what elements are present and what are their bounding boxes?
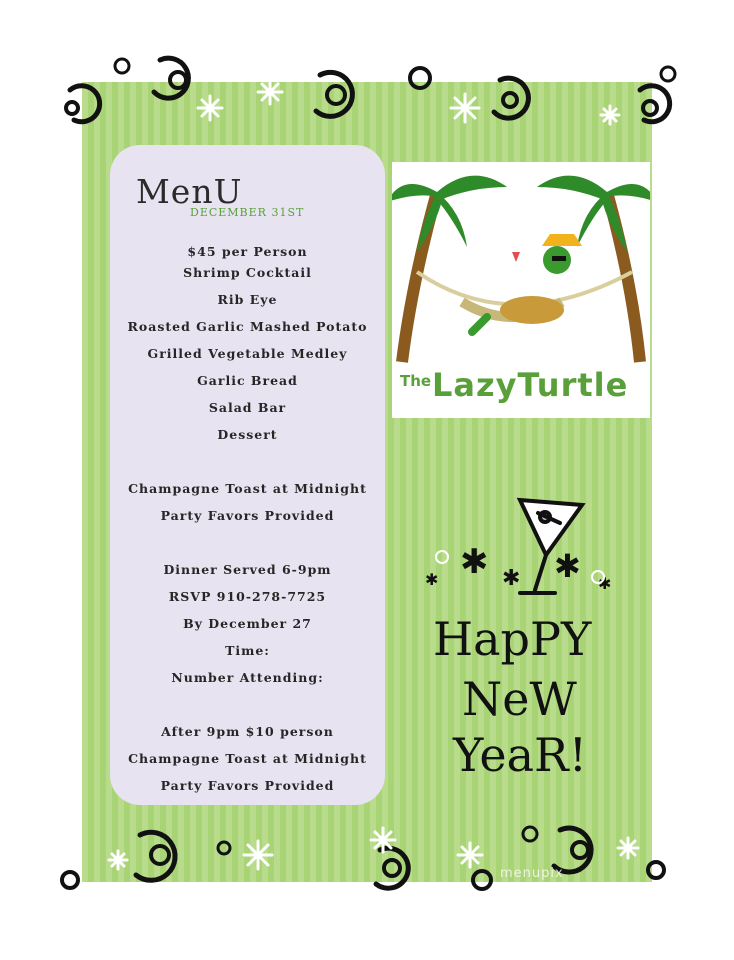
- palm-leaves-icon: [392, 176, 507, 252]
- menu-line: Dessert: [217, 427, 278, 442]
- menu-title: MenU: [136, 172, 243, 211]
- martini-sparkles: [420, 495, 620, 605]
- star-icon: [425, 542, 611, 593]
- logo-name: LazyTurtle: [432, 366, 629, 404]
- svg-text:✱: ✱: [598, 574, 612, 593]
- menu-date: DECEMBER 31ST: [190, 206, 305, 219]
- swirl-icon: [384, 860, 400, 876]
- greeting-line-3: YeaR!: [453, 728, 588, 782]
- swirl-icon: [218, 842, 230, 854]
- sun-hat-icon: [542, 234, 582, 246]
- greeting-line-1: HapPY: [433, 612, 592, 666]
- menu-line: Party Favors Provided: [160, 778, 335, 793]
- swirl-icon: [503, 93, 517, 107]
- menu-line: Party Favors Provided: [160, 508, 335, 523]
- menu-line: Shrimp Cocktail: [183, 265, 312, 280]
- swirl-icon: [523, 827, 537, 841]
- cocktail-glass-icon: [512, 252, 520, 262]
- swirl-icon: [170, 72, 186, 88]
- swirl-icon: [115, 59, 129, 73]
- sparkle-icon: [109, 851, 127, 869]
- swirl-icon: [643, 101, 657, 115]
- menu-line: After 9pm $10 person: [161, 724, 334, 739]
- greeting-line-2: NeW: [462, 672, 577, 726]
- sparkle-icon: [451, 94, 479, 122]
- menu-line: Grilled Vegetable Medley: [147, 346, 348, 361]
- swirl-icon: [327, 86, 345, 104]
- sparkle-icon: [244, 841, 272, 869]
- watermark: menupix: [500, 866, 564, 881]
- swirl-icon: [376, 848, 408, 888]
- svg-text:✱: ✱: [425, 570, 439, 589]
- swirl-icon: [66, 102, 78, 114]
- swirl-icon: [494, 78, 528, 118]
- sparkle-icon: [601, 106, 619, 124]
- sparkle-icon: [618, 838, 638, 858]
- menu-line: $45 per Person: [187, 244, 308, 259]
- sparkle-icon: [198, 96, 222, 120]
- swirl-icon: [151, 846, 169, 864]
- swirl-icon: [410, 68, 430, 88]
- menu-line: Champagne Toast at Midnight: [128, 481, 367, 496]
- swirl-icon: [661, 67, 675, 81]
- menu-line: Roasted Garlic Mashed Potato: [127, 319, 368, 334]
- swirl-icon: [62, 872, 78, 888]
- svg-text:✱: ✱: [460, 542, 489, 582]
- swirl-icon: [648, 862, 664, 878]
- turtle-shell-icon: [500, 296, 564, 324]
- menu-line: Champagne Toast at Midnight: [128, 751, 367, 766]
- swirl-icon: [572, 842, 588, 858]
- sparkle-icon: [458, 843, 482, 867]
- menu-line: Time:: [225, 643, 270, 658]
- logo-the: The: [400, 372, 432, 390]
- svg-text:✱: ✱: [502, 566, 521, 591]
- menu-line: By December 27: [183, 616, 312, 631]
- svg-text:✱: ✱: [554, 547, 581, 585]
- menu-line: Number Attending:: [171, 670, 324, 685]
- menu-line: Dinner Served 6-9pm: [163, 562, 332, 577]
- menu-line: RSVP 910-278-7725: [168, 589, 327, 604]
- sparkle-icon: [371, 828, 395, 852]
- lazy-turtle-logo: [392, 162, 650, 418]
- menu-line: Rib Eye: [217, 292, 278, 307]
- sparkle-icon: [258, 80, 282, 104]
- menu-line: Salad Bar: [208, 400, 287, 415]
- menu-line: Garlic Bread: [197, 373, 298, 388]
- swirl-icon: [473, 871, 491, 889]
